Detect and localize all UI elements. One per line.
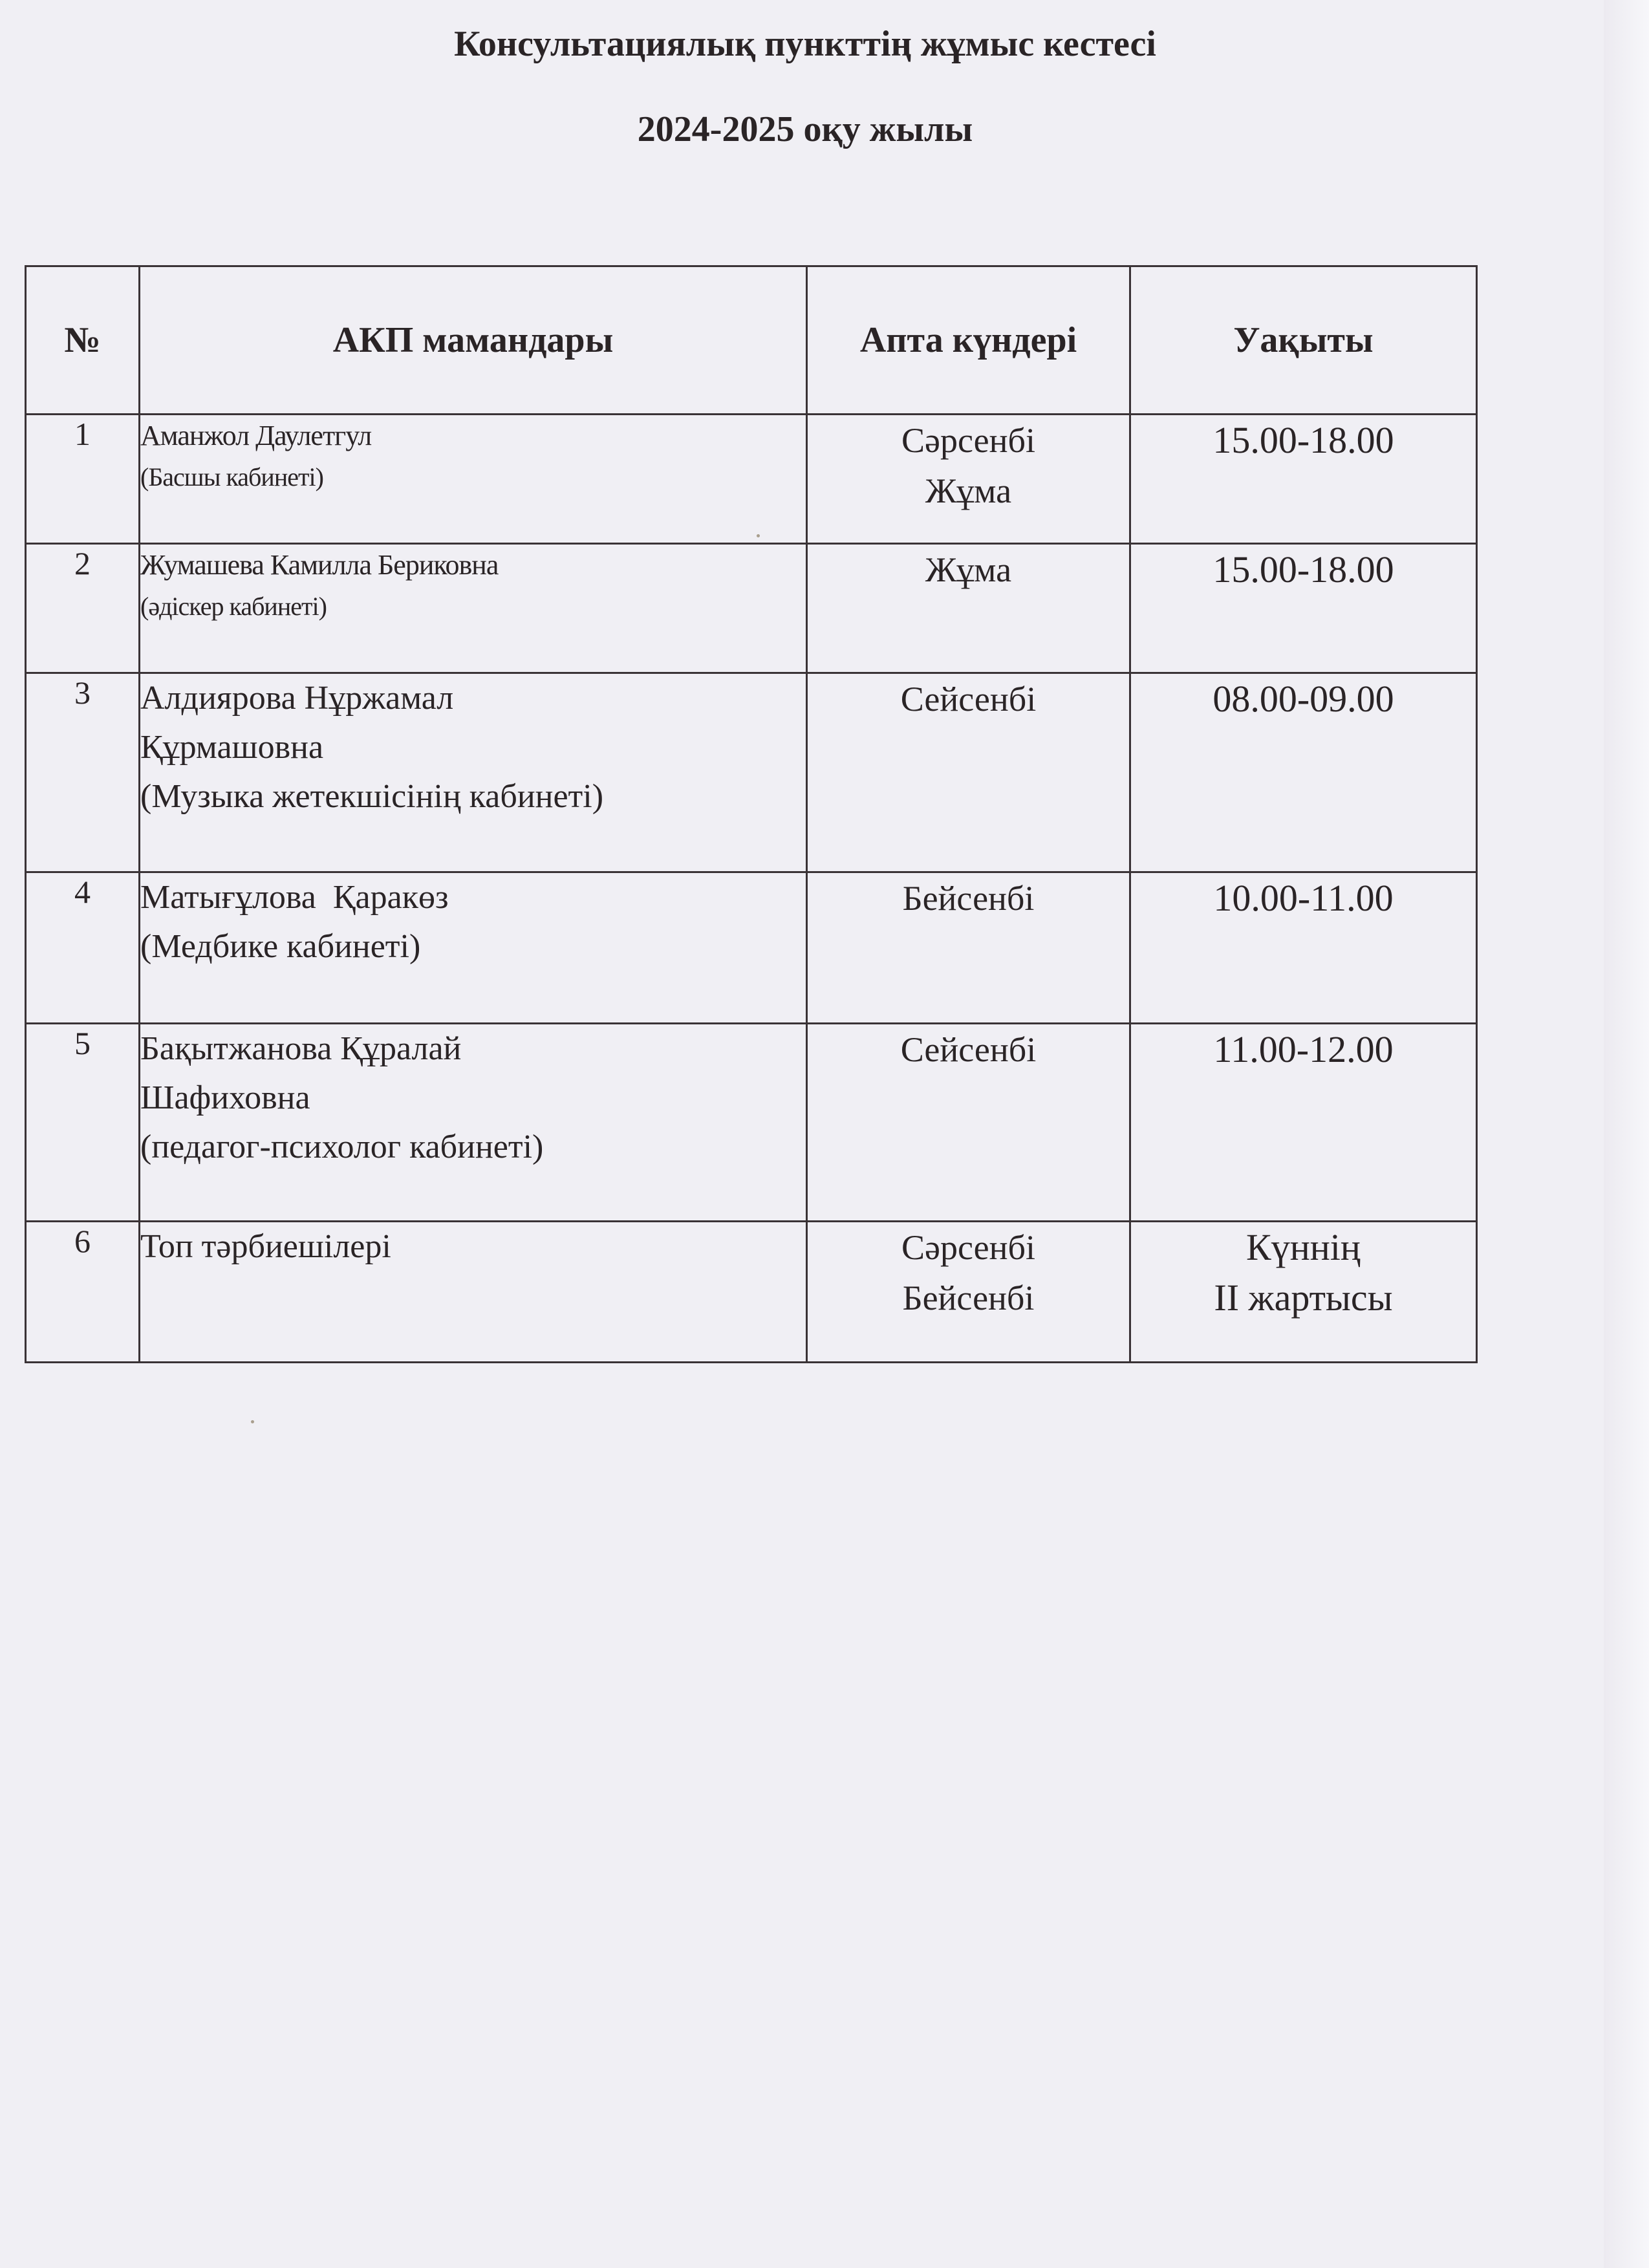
schedule-table xyxy=(25,265,1478,1363)
table-row xyxy=(26,1222,1477,1363)
header-time: Уақыты xyxy=(1130,266,1477,415)
table-row xyxy=(26,1024,1477,1222)
time-value: 08.00-09.00 xyxy=(1212,678,1394,720)
specialist-cell xyxy=(140,1024,807,1222)
time-cell xyxy=(1130,1222,1477,1363)
time-value: 11.00-12.00 xyxy=(1213,1028,1394,1070)
specialist-cell xyxy=(140,872,807,1024)
weekdays-cell xyxy=(807,1024,1130,1222)
weekday: Сәрсенбі xyxy=(901,421,1035,460)
page-edge-shadow xyxy=(1604,0,1649,2268)
row-number: 5 xyxy=(26,1024,140,1222)
specialist-cell xyxy=(140,673,807,872)
specialist-cell xyxy=(140,1222,807,1363)
row-number: 3 xyxy=(26,673,140,872)
specialist-room: (Музыка жетекшісінің кабинеті) xyxy=(140,778,604,815)
table-row xyxy=(26,544,1477,673)
paper-speck xyxy=(251,1420,254,1423)
specialist-room: (әдіскер кабинеті) xyxy=(140,592,327,621)
weekday: Сейсенбі xyxy=(900,680,1037,718)
time-cell xyxy=(1130,673,1477,872)
specialist-cell xyxy=(140,415,807,544)
time-value: 15.00-18.00 xyxy=(1212,419,1394,461)
document-subtitle: 2024-2025 оқу жылы xyxy=(637,109,973,149)
time-cell xyxy=(1130,872,1477,1024)
table-row xyxy=(26,673,1477,872)
table-row xyxy=(26,872,1477,1024)
specialist-patronymic: Құрмашовна xyxy=(140,729,324,766)
time-value: 15.00-18.00 xyxy=(1212,548,1394,590)
weekday: Бейсенбі xyxy=(902,879,1035,918)
weekday: Сәрсенбі xyxy=(901,1228,1035,1267)
specialist-room: (педагог-психолог кабинеті) xyxy=(140,1129,544,1165)
specialist-room: (Медбике кабинеті) xyxy=(140,928,421,965)
weekday: Жұма xyxy=(925,471,1012,510)
weekdays-cell xyxy=(807,872,1130,1024)
paper-speck xyxy=(757,534,760,537)
weekdays-cell xyxy=(807,415,1130,544)
table-row xyxy=(26,415,1477,544)
time-cell xyxy=(1130,415,1477,544)
row-number: 2 xyxy=(26,544,140,673)
time-value: Күннің xyxy=(1246,1226,1361,1268)
specialist-name: Матығұлова Қаракөз xyxy=(140,879,449,916)
header-number: № xyxy=(26,266,140,415)
header-specialists: АКП мамандары xyxy=(140,266,807,415)
time-value: ІІ жартысы xyxy=(1214,1277,1393,1319)
row-number: 4 xyxy=(26,872,140,1024)
specialist-patronymic: Шафиховна xyxy=(140,1079,310,1116)
specialist-name: Аманжол Даулетгул xyxy=(140,420,372,451)
specialist-name: Бақытжанова Құралай xyxy=(140,1030,462,1067)
weekday: Жұма xyxy=(925,550,1012,589)
specialist-name: Топ тәрбиешілері xyxy=(140,1228,391,1265)
time-cell xyxy=(1130,544,1477,673)
time-value: 10.00-11.00 xyxy=(1213,877,1394,919)
specialist-room: (Басшы кабинеті) xyxy=(140,462,323,491)
weekdays-cell xyxy=(807,544,1130,673)
weekday: Бейсенбі xyxy=(902,1279,1035,1317)
table-header-row xyxy=(26,266,1477,415)
weekdays-cell xyxy=(807,673,1130,872)
row-number: 6 xyxy=(26,1222,140,1363)
header-weekdays: Апта күндері xyxy=(807,266,1130,415)
weekday: Сейсенбі xyxy=(900,1030,1037,1069)
specialist-name: Алдиярова Нұржамал xyxy=(140,680,454,717)
specialist-name: Жумашева Камилла Бериковна xyxy=(140,549,499,581)
row-number: 1 xyxy=(26,415,140,544)
weekdays-cell xyxy=(807,1222,1130,1363)
time-cell xyxy=(1130,1024,1477,1222)
document-title: Консультациялық пункттің жұмыс кестесі xyxy=(454,24,1156,64)
specialist-cell xyxy=(140,544,807,673)
